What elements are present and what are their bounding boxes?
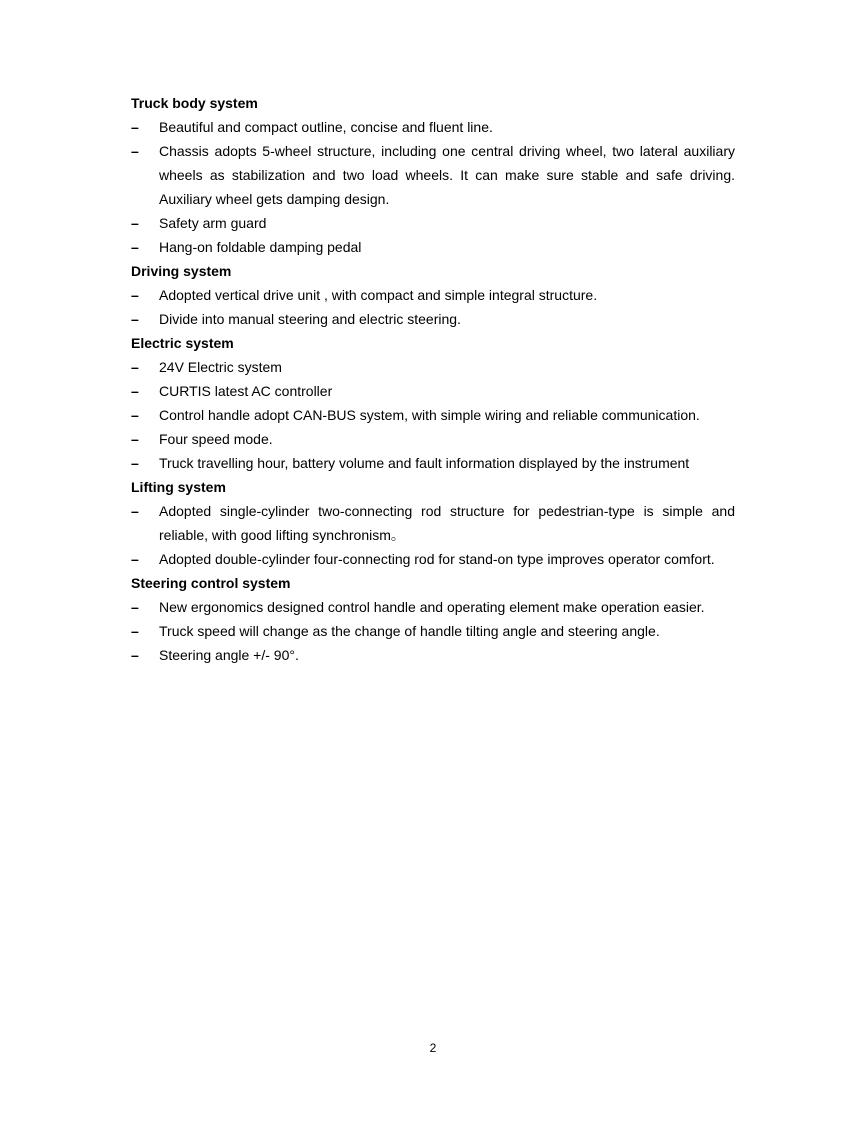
- page-number: 2: [429, 1041, 437, 1055]
- section-lifting-system: [131, 475, 735, 571]
- bullet-dash: –: [131, 143, 139, 159]
- list-item-text: Chassis adopts 5-wheel structure, including one central driving wheel, two lateral auxiliary wheels as stabilization and two load wheels. It can make sure stable and safe driving. Auxiliary wheel gets damping design.: [159, 143, 735, 207]
- list-item-text: Truck travelling hour, battery volume and fault information displayed by the instrument: [159, 455, 690, 471]
- section-electric-system: [131, 331, 735, 475]
- bullet-dash: –: [131, 383, 139, 399]
- bullet-dash: –: [131, 503, 139, 519]
- bullet-dash: –: [131, 647, 139, 663]
- list-item: [131, 619, 735, 643]
- list-item-text: Safety arm guard: [159, 215, 267, 231]
- list-item: [131, 595, 735, 619]
- list-item: [131, 547, 735, 571]
- list-item: [131, 355, 735, 379]
- section-heading: Steering control system: [131, 575, 291, 591]
- section-heading: Electric system: [131, 335, 234, 351]
- list-item-text: 24V Electric system: [159, 359, 282, 375]
- section-heading: Truck body system: [131, 95, 258, 111]
- document-body: [131, 91, 735, 667]
- bullet-dash: –: [131, 119, 139, 135]
- bullet-dash: –: [131, 623, 139, 639]
- list-item-text: Control handle adopt CAN-BUS system, with simple wiring and reliable communication.: [159, 407, 700, 423]
- bullet-dash: –: [131, 599, 139, 615]
- list-item: [131, 451, 735, 475]
- section-steering-control-system: [131, 571, 735, 667]
- bullet-dash: –: [131, 239, 139, 255]
- list-item-text: CURTIS latest AC controller: [159, 383, 333, 399]
- section-heading: Lifting system: [131, 479, 226, 495]
- list-item-text: Adopted single-cylinder two-connecting rod structure for pedestrian-type is simple and reliable, with good lifting synchronism。: [159, 503, 735, 543]
- bullet-dash: –: [131, 551, 139, 567]
- section-truck-body-system: [131, 91, 735, 259]
- list-item: [131, 139, 735, 211]
- section-driving-system: [131, 259, 735, 331]
- bullet-dash: –: [131, 407, 139, 423]
- list-item: [131, 643, 735, 667]
- list-item: [131, 307, 735, 331]
- list-item: [131, 115, 735, 139]
- bullet-dash: –: [131, 311, 139, 327]
- bullet-dash: –: [131, 215, 139, 231]
- section-heading: Driving system: [131, 263, 232, 279]
- list-item: [131, 403, 735, 427]
- bullet-dash: –: [131, 455, 139, 471]
- bullet-dash: –: [131, 287, 139, 303]
- list-item: [131, 379, 735, 403]
- list-item-text: Adopted vertical drive unit , with compact and simple integral structure.: [159, 287, 598, 303]
- list-item-text: Four speed mode.: [159, 431, 273, 447]
- bullet-dash: –: [131, 359, 139, 375]
- list-item-text: Adopted double-cylinder four-connecting rod for stand-on type improves operator comfort.: [159, 551, 715, 567]
- list-item-text: Steering angle +/- 90°.: [159, 647, 299, 663]
- list-item: [131, 427, 735, 451]
- list-item-text: Hang-on foldable damping pedal: [159, 239, 362, 255]
- list-item: [131, 235, 735, 259]
- list-item-text: Truck speed will change as the change of handle tilting angle and steering angle.: [159, 623, 660, 639]
- list-item-text: New ergonomics designed control handle and operating element make operation easier.: [159, 599, 705, 615]
- list-item-text: Divide into manual steering and electric steering.: [159, 311, 461, 327]
- list-item: [131, 499, 735, 547]
- list-item: [131, 283, 735, 307]
- bullet-dash: –: [131, 431, 139, 447]
- list-item: [131, 211, 735, 235]
- list-item-text: Beautiful and compact outline, concise and fluent line.: [159, 119, 493, 135]
